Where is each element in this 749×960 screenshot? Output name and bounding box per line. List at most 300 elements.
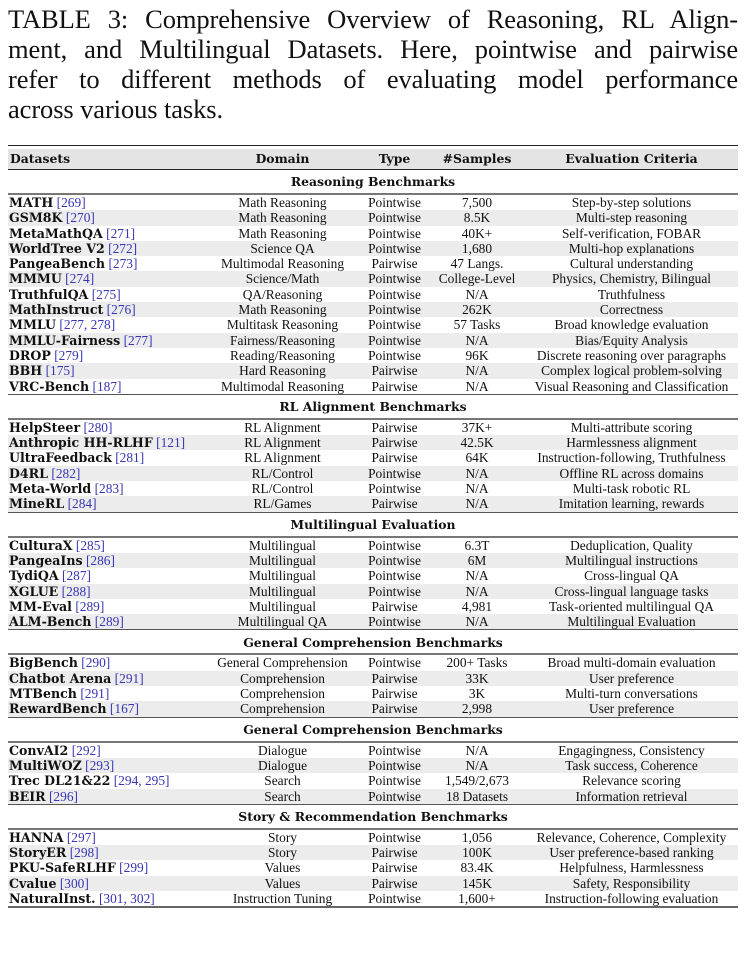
samples-cell: N/A xyxy=(429,363,525,378)
criteria-cell: Multilingual Evaluation xyxy=(525,614,738,630)
domain-cell: Multimodal Reasoning xyxy=(220,256,345,272)
dataset-name: VRC-Bench xyxy=(9,378,90,394)
table-row xyxy=(8,584,738,599)
criteria-cell: Engagingness, Consistency xyxy=(558,742,705,758)
samples-cell: N/A xyxy=(429,614,525,630)
samples-cell: N/A xyxy=(465,568,489,584)
domain-cell: Values xyxy=(264,860,301,876)
dataset-cell xyxy=(8,435,205,450)
citation-link[interactable]: [297] xyxy=(66,829,96,845)
table-row xyxy=(8,333,738,348)
caption-line: across various tasks. xyxy=(8,94,224,124)
samples-cell: 8.5K xyxy=(429,210,525,225)
domain-cell: General Comprehension xyxy=(217,655,348,671)
dataset-name: MMLU xyxy=(9,317,57,333)
dataset-name: MATH xyxy=(9,195,54,210)
dataset-name: BEIR xyxy=(9,788,46,804)
type-cell: Pairwise xyxy=(360,435,429,450)
citation-link[interactable]: [280] xyxy=(83,419,113,435)
citation-link[interactable]: [269] xyxy=(56,195,86,210)
samples-cell: 4,981 xyxy=(461,598,493,614)
domain-cell: QA/Reasoning xyxy=(242,286,323,302)
table-row xyxy=(8,742,738,758)
type-cell: Pairwise xyxy=(371,686,418,702)
table-row xyxy=(8,271,738,286)
domain-cell: RL Alignment xyxy=(244,450,321,466)
type-cell: Pairwise xyxy=(360,363,429,378)
citation-link[interactable]: [187] xyxy=(92,378,122,394)
table-row xyxy=(8,348,738,363)
domain-cell: Reading/Reasoning xyxy=(230,347,335,363)
dataset-name: PKU-SafeRLHF xyxy=(9,860,116,876)
table-row xyxy=(8,773,738,788)
criteria-cell: Visual Reasoning and Classification xyxy=(534,378,729,394)
dataset-cell xyxy=(8,317,205,332)
samples-cell: N/A xyxy=(429,466,525,481)
criteria-cell: Instruction-following, Truthfulness xyxy=(537,450,726,466)
dataset-name: TruthfulQA xyxy=(9,286,89,302)
domain-cell: Search xyxy=(264,773,301,789)
samples-cell: 96K xyxy=(465,347,489,363)
criteria-cell: Information retrieval xyxy=(525,789,738,805)
dataset-name: MultiWOZ xyxy=(9,757,82,773)
section-title: Story & Recommendation Benchmarks xyxy=(8,804,738,829)
domain-cell: Math Reasoning xyxy=(238,195,327,210)
header-domain: Domain xyxy=(205,149,360,170)
citation-link[interactable]: [274] xyxy=(65,271,95,287)
type-cell: Pointwise xyxy=(368,537,421,553)
type-cell: Pointwise xyxy=(360,758,429,773)
table-row xyxy=(8,553,738,568)
citation-link[interactable]: [273] xyxy=(108,256,138,272)
dataset-cell xyxy=(8,419,205,435)
table-row xyxy=(8,363,738,378)
criteria-cell: Cultural understanding xyxy=(569,256,694,272)
dataset-cell xyxy=(8,496,205,512)
section-header-row xyxy=(8,512,738,537)
dataset-cell xyxy=(8,302,205,317)
samples-cell: N/A xyxy=(429,584,525,599)
table-row xyxy=(8,860,738,875)
criteria-cell: Complex logical problem-solving xyxy=(525,363,738,378)
type-cell: Pointwise xyxy=(360,789,429,805)
table-row xyxy=(8,241,738,256)
samples-cell: 6.3T xyxy=(464,537,490,553)
type-cell: Pointwise xyxy=(368,481,421,497)
dataset-name: BigBench xyxy=(9,655,78,671)
samples-cell: 83.4K xyxy=(460,860,494,876)
table-row xyxy=(8,758,738,773)
dataset-cell xyxy=(8,614,205,630)
domain-cell: Comprehension xyxy=(240,686,325,702)
criteria-cell: Task success, Coherence xyxy=(525,758,738,773)
type-cell: Pairwise xyxy=(371,419,418,435)
section-header-row xyxy=(8,804,738,829)
citation-link[interactable]: [299] xyxy=(119,860,149,876)
dataset-cell xyxy=(8,450,205,465)
dataset-cell xyxy=(8,271,205,286)
dataset-name: PangeaBench xyxy=(9,256,106,272)
section-title: RL Alignment Benchmarks xyxy=(8,394,738,419)
table-row xyxy=(8,789,738,805)
samples-cell: 42.5K xyxy=(429,435,525,450)
dataset-cell xyxy=(8,876,205,891)
criteria-cell: User preference xyxy=(525,671,738,686)
samples-cell: 1,549/2,673 xyxy=(445,773,509,789)
criteria-cell: Safety, Responsibility xyxy=(525,876,738,891)
table-body xyxy=(8,170,738,909)
samples-cell: N/A xyxy=(465,378,489,394)
samples-cell: 40K+ xyxy=(461,225,493,241)
table-caption xyxy=(8,4,738,124)
datasets-table xyxy=(8,145,738,908)
type-cell: Pointwise xyxy=(368,225,421,241)
citation-link[interactable]: [271] xyxy=(106,225,136,241)
criteria-cell: Relevance, Coherence, Complexity xyxy=(536,829,727,845)
table-row xyxy=(8,686,738,701)
samples-cell: 200+ Tasks xyxy=(446,655,508,671)
domain-cell: Science QA xyxy=(205,241,360,256)
section-title: Reasoning Benchmarks xyxy=(8,170,738,195)
citation-link[interactable]: [277, 278] xyxy=(59,317,116,333)
dataset-cell xyxy=(8,701,205,717)
table-row xyxy=(8,829,738,845)
type-cell: Pointwise xyxy=(368,317,421,333)
dataset-cell xyxy=(8,773,205,788)
table-row xyxy=(8,302,738,317)
type-cell: Pointwise xyxy=(368,742,421,758)
criteria-cell: User preference xyxy=(525,701,738,717)
dataset-cell xyxy=(8,568,205,583)
domain-cell: Multilingual xyxy=(205,553,360,568)
table-row xyxy=(8,466,738,481)
dataset-name: HANNA xyxy=(9,829,64,845)
dataset-cell xyxy=(8,363,205,378)
citation-link[interactable]: [275] xyxy=(91,286,121,302)
domain-cell: Science/Math xyxy=(205,271,360,286)
citation-link[interactable]: [283] xyxy=(94,481,124,497)
dataset-name: DROP xyxy=(9,347,51,363)
citation-link[interactable]: [291] xyxy=(114,670,144,686)
domain-cell: Multilingual QA xyxy=(205,614,360,630)
samples-cell: 3K xyxy=(468,686,486,702)
section-header-row xyxy=(8,630,738,655)
table-row xyxy=(8,614,738,630)
table-row xyxy=(8,599,738,614)
table-header-row xyxy=(8,149,738,170)
domain-cell: RL/Control xyxy=(251,481,314,497)
domain-cell: Math Reasoning xyxy=(238,225,327,241)
dataset-cell xyxy=(8,537,205,553)
citation-link[interactable]: [270] xyxy=(65,210,95,226)
criteria-cell: Multi-step reasoning xyxy=(525,210,738,225)
dataset-cell xyxy=(8,845,205,860)
dataset-cell xyxy=(8,671,205,686)
citation-link[interactable]: [285] xyxy=(75,537,105,553)
type-cell: Pairwise xyxy=(360,496,429,512)
dataset-cell xyxy=(8,599,205,614)
table-row xyxy=(8,379,738,395)
samples-cell: 1,056 xyxy=(461,829,493,845)
citation-link[interactable]: [277] xyxy=(123,332,153,348)
table-row xyxy=(8,287,738,302)
samples-cell: N/A xyxy=(429,333,525,348)
samples-cell: 33K xyxy=(429,671,525,686)
citation-link[interactable]: [282] xyxy=(51,465,81,481)
dataset-cell xyxy=(8,226,205,241)
dataset-cell xyxy=(8,333,205,348)
domain-cell: RL Alignment xyxy=(205,435,360,450)
type-cell: Pairwise xyxy=(360,876,429,891)
dataset-name: MM-Eval xyxy=(9,598,72,614)
caption-line: refer to different methods of evaluating model performance xyxy=(8,64,738,94)
criteria-cell: Physics, Chemistry, Bilingual xyxy=(525,271,738,286)
section-header-row xyxy=(8,170,738,195)
table-row xyxy=(8,568,738,583)
table-row xyxy=(8,317,738,332)
table-row xyxy=(8,419,738,435)
caption-line: TABLE 3: Comprehensive Overview of Reasoning, RL Align- xyxy=(8,4,738,34)
samples-cell: 47 Langs. xyxy=(450,256,504,272)
criteria-cell: Correctness xyxy=(525,302,738,317)
citation-link[interactable]: [293] xyxy=(85,757,115,773)
table-row xyxy=(8,654,738,670)
domain-cell: Multilingual xyxy=(205,584,360,599)
dataset-name: HelpSteer xyxy=(9,419,81,435)
dataset-name: PangeaIns xyxy=(9,552,83,568)
criteria-cell: Cross-lingual QA xyxy=(584,568,679,584)
bottom-rule xyxy=(8,907,738,908)
citation-link[interactable]: [272] xyxy=(108,240,138,256)
domain-cell: Math Reasoning xyxy=(205,302,360,317)
dataset-name: MMLU-Fairness xyxy=(9,332,121,348)
type-cell: Pairwise xyxy=(371,860,418,876)
citation-link[interactable]: [279] xyxy=(54,347,84,363)
dataset-name: GSM8K xyxy=(9,210,63,226)
domain-cell: Hard Reasoning xyxy=(205,363,360,378)
dataset-name: TydiQA xyxy=(9,568,59,584)
type-cell: Pointwise xyxy=(368,773,421,789)
criteria-cell: Multi-task robotic RL xyxy=(572,481,691,497)
citation-link[interactable]: [289] xyxy=(94,614,124,630)
domain-cell: Dialogue xyxy=(205,758,360,773)
section-title: Multilingual Evaluation xyxy=(8,512,738,537)
dataset-name: NaturalInst. xyxy=(9,890,96,906)
type-cell: Pointwise xyxy=(360,584,429,599)
criteria-cell: Bias/Equity Analysis xyxy=(525,333,738,348)
criteria-cell: Broad multi-domain evaluation xyxy=(547,655,716,671)
criteria-cell: Instruction-following evaluation xyxy=(544,890,719,906)
dataset-name: D4RL xyxy=(9,465,49,481)
dataset-name: Anthropic HH-RLHF xyxy=(9,435,153,451)
dataset-name: ConvAI2 xyxy=(9,742,69,758)
dataset-cell xyxy=(8,789,205,805)
criteria-cell: User preference-based ranking xyxy=(525,845,738,860)
type-cell: Pairwise xyxy=(371,598,418,614)
section-title: General Comprehension Benchmarks xyxy=(8,630,738,655)
dataset-name: UltraFeedback xyxy=(9,450,112,466)
type-cell: Pointwise xyxy=(360,553,429,568)
table-row xyxy=(8,450,738,465)
dataset-name: XGLUE xyxy=(9,583,59,599)
dataset-name: MetaMathQA xyxy=(9,225,103,241)
type-cell: Pairwise xyxy=(371,378,418,394)
dataset-cell xyxy=(8,654,205,670)
table-row xyxy=(8,701,738,717)
citation-link[interactable]: [292] xyxy=(71,742,101,758)
samples-cell: 1,680 xyxy=(429,241,525,256)
criteria-cell: Multi-attribute scoring xyxy=(570,419,693,435)
type-cell: Pointwise xyxy=(368,195,421,210)
citation-link[interactable]: [286] xyxy=(85,552,115,568)
domain-cell: Fairness/Reasoning xyxy=(205,333,360,348)
dataset-name: MTBench xyxy=(9,686,77,702)
type-cell: Pointwise xyxy=(368,890,421,906)
criteria-cell: Self-verification, FOBAR xyxy=(561,225,702,241)
type-cell: Pointwise xyxy=(360,466,429,481)
dataset-cell xyxy=(8,256,205,271)
criteria-cell: Multi-hop explanations xyxy=(525,241,738,256)
samples-cell: 18 Datasets xyxy=(429,789,525,805)
criteria-cell: Cross-lingual language tasks xyxy=(525,584,738,599)
criteria-cell: Truthfulness xyxy=(597,286,666,302)
citation-link[interactable]: [167] xyxy=(109,701,139,717)
criteria-cell: Task-oriented multilingual QA xyxy=(549,598,714,614)
samples-cell: 37K+ xyxy=(461,419,493,435)
dataset-cell xyxy=(8,829,205,845)
type-cell: Pointwise xyxy=(360,333,429,348)
samples-cell: 64K xyxy=(465,450,489,466)
citation-link[interactable]: [281] xyxy=(115,450,145,466)
section-title: General Comprehension Benchmarks xyxy=(8,717,738,742)
citation-link[interactable]: [288] xyxy=(61,583,91,599)
dataset-name: RewardBench xyxy=(9,701,107,717)
dataset-cell xyxy=(8,686,205,701)
dataset-name: MathInstruct xyxy=(9,302,104,318)
domain-cell: Comprehension xyxy=(205,671,360,686)
type-cell: Pointwise xyxy=(360,271,429,286)
dataset-cell xyxy=(8,481,205,496)
samples-cell: 262K xyxy=(429,302,525,317)
domain-cell: Comprehension xyxy=(205,701,360,717)
table-row xyxy=(8,876,738,891)
criteria-cell: Offline RL across domains xyxy=(525,466,738,481)
header-samples: #Samples xyxy=(429,149,525,170)
samples-cell: 6M xyxy=(429,553,525,568)
type-cell: Pairwise xyxy=(360,845,429,860)
table-row xyxy=(8,226,738,241)
table-row xyxy=(8,496,738,512)
criteria-cell: Step-by-step solutions xyxy=(571,195,692,210)
citation-link[interactable]: [296] xyxy=(48,788,78,804)
citation-link[interactable]: [287] xyxy=(62,568,92,584)
citation-link[interactable]: [290] xyxy=(81,655,111,671)
citation-link[interactable]: [175] xyxy=(45,363,75,379)
criteria-cell: Multi-turn conversations xyxy=(565,686,698,702)
dataset-cell xyxy=(8,891,205,907)
type-cell: Pointwise xyxy=(360,302,429,317)
type-cell: Pointwise xyxy=(360,210,429,225)
samples-cell: N/A xyxy=(465,742,489,758)
dataset-cell xyxy=(8,742,205,758)
domain-cell: Values xyxy=(205,876,360,891)
criteria-cell: Helpfulness, Harmlessness xyxy=(559,860,704,876)
dataset-cell xyxy=(8,210,205,225)
type-cell: Pointwise xyxy=(368,829,421,845)
criteria-cell: Imitation learning, rewards xyxy=(525,496,738,512)
dataset-cell xyxy=(8,287,205,302)
header-datasets: Datasets xyxy=(8,149,205,170)
dataset-cell xyxy=(8,379,205,395)
dataset-cell xyxy=(8,758,205,773)
domain-cell: Multimodal Reasoning xyxy=(220,378,345,394)
samples-cell: N/A xyxy=(465,286,489,302)
table-row xyxy=(8,671,738,686)
dataset-name: WorldTree V2 xyxy=(9,240,105,256)
type-cell: Pairwise xyxy=(371,450,418,466)
samples-cell: N/A xyxy=(465,481,489,497)
citation-link[interactable]: [276] xyxy=(106,302,136,318)
dataset-name: StoryER xyxy=(9,845,67,861)
dataset-name: ALM-Bench xyxy=(9,614,92,630)
dataset-cell xyxy=(8,466,205,481)
dataset-cell xyxy=(8,553,205,568)
domain-cell: Multilingual xyxy=(249,568,316,584)
citation-link[interactable]: [300] xyxy=(59,875,89,891)
samples-cell: 57 Tasks xyxy=(453,317,501,333)
domain-cell: Multitask Reasoning xyxy=(226,317,339,333)
samples-cell: 1,600+ xyxy=(458,890,496,906)
dataset-cell xyxy=(8,860,205,875)
citation-link[interactable]: [284] xyxy=(67,496,97,512)
dataset-name: CulturaX xyxy=(9,537,73,553)
citation-link[interactable]: [294, 295] xyxy=(113,773,170,789)
section-header-row xyxy=(8,394,738,419)
section-header-row xyxy=(8,717,738,742)
type-cell: Pairwise xyxy=(371,256,418,272)
samples-cell: 7,500 xyxy=(461,195,493,210)
header-type: Type xyxy=(360,149,429,170)
dataset-name: Meta-World xyxy=(9,481,92,497)
samples-cell: 100K xyxy=(429,845,525,860)
samples-cell: 2,998 xyxy=(429,701,525,717)
dataset-cell xyxy=(8,241,205,256)
table-row xyxy=(8,845,738,860)
samples-cell: 145K xyxy=(429,876,525,891)
type-cell: Pointwise xyxy=(368,568,421,584)
type-cell: Pointwise xyxy=(360,614,429,630)
citation-link[interactable]: [121] xyxy=(156,435,186,451)
citation-link[interactable]: [298] xyxy=(69,845,99,861)
domain-cell: Search xyxy=(205,789,360,805)
dataset-name: Trec DL21&22 xyxy=(9,773,111,789)
citation-link[interactable]: [291] xyxy=(80,686,110,702)
citation-link[interactable]: [301, 302] xyxy=(98,890,155,906)
dataset-name: Chatbot Arena xyxy=(9,670,112,686)
domain-cell: Story xyxy=(205,845,360,860)
samples-cell: College-Level xyxy=(429,271,525,286)
type-cell: Pairwise xyxy=(360,671,429,686)
dataset-name: Cvalue xyxy=(9,875,57,891)
criteria-cell: Harmlessness alignment xyxy=(525,435,738,450)
domain-cell: RL/Games xyxy=(205,496,360,512)
dataset-cell xyxy=(8,194,205,210)
criteria-cell: Broad knowledge evaluation xyxy=(554,317,709,333)
table-row xyxy=(8,481,738,496)
table-bottom-rule xyxy=(8,907,738,908)
citation-link[interactable]: [289] xyxy=(75,598,105,614)
domain-cell: Instruction Tuning xyxy=(232,890,333,906)
